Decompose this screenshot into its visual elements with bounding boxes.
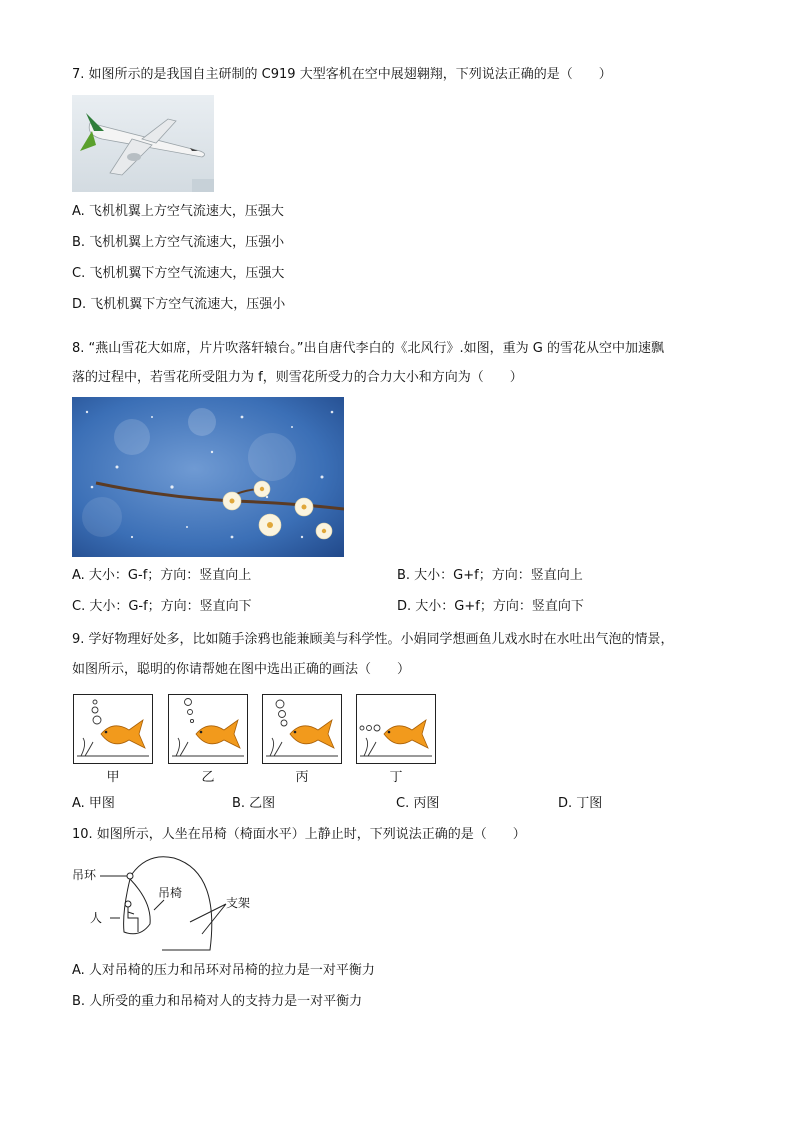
q7-option-a: A. 飞机机翼上方空气流速大，压强大 (72, 204, 284, 219)
snow-plum-blossom-image (72, 397, 344, 557)
q9-option-b: B. 乙图 (232, 796, 276, 811)
label-ring: 吊环 (72, 868, 97, 882)
q9-stem-line1: 9. 学好物理好处多，比如随手涂鸦也能兼顾美与科学性。小娟同学想画鱼儿戏水时在水吐出气泡的情景， (72, 632, 674, 647)
q9-option-c: C. 丙图 (396, 796, 440, 811)
q9-option-d: D. 丁图 (558, 796, 603, 811)
q9-option-a: A. 甲图 (72, 796, 115, 811)
q8-option-b: B. 大小：G+f；方向：竖直向上 (397, 568, 583, 583)
q7-option-d: D. 飞机机翼下方空气流速大，压强小 (72, 297, 286, 312)
q8-option-d: D. 大小：G+f；方向：竖直向下 (397, 599, 584, 614)
fish-panel-label-jia: 甲 (106, 770, 120, 785)
label-person: 人 (90, 911, 103, 925)
fish-panel-bing (262, 694, 342, 764)
q10-stem: 10. 如图所示，人坐在吊椅（椅面水平）上静止时，下列说法正确的是（ ） (72, 827, 526, 842)
hanging-chair-figure (70, 852, 270, 954)
fish-panel-label-yi: 乙 (201, 770, 215, 785)
q8-stem-line1: 8. “燕山雪花大如席，片片吹落轩辕台。”出自唐代李白的《北风行》.如图，重为 G 的雪花从空中加速飘 (72, 341, 664, 356)
q9-stem-line2: 如图所示，聪明的你请帮她在图中选出正确的画法（ ） (72, 662, 411, 677)
q8-stem-line2: 落的过程中，若雪花所受阻力为 f，则雪花所受力的合力大小和方向为（ ） (72, 370, 523, 385)
q8-option-c: C. 大小：G-f；方向：竖直向下 (72, 599, 252, 614)
q10-option-b: B. 人所受的重力和吊椅对人的支持力是一对平衡力 (72, 994, 363, 1009)
q8-option-a: A. 大小：G-f；方向：竖直向上 (72, 568, 252, 583)
q7-option-c: C. 飞机机翼下方空气流速大，压强大 (72, 266, 285, 281)
fish-panel-ding (356, 694, 436, 764)
airplane-image (72, 95, 214, 192)
q7-stem: 7. 如图所示的是我国自主研制的 C919 大型客机在空中展翅翱翔，下列说法正确的是（ ） (72, 67, 612, 82)
label-frame: 支架 (226, 896, 251, 910)
fish-panel-jia (73, 694, 153, 764)
fish-panel-label-bing: 丙 (295, 770, 309, 785)
label-chair: 吊椅 (158, 886, 183, 900)
fish-panel-yi (168, 694, 248, 764)
q10-option-a: A. 人对吊椅的压力和吊环对吊椅的拉力是一对平衡力 (72, 963, 375, 978)
fish-panel-label-ding: 丁 (389, 770, 403, 785)
q7-option-b: B. 飞机机翼上方空气流速大，压强小 (72, 235, 285, 250)
